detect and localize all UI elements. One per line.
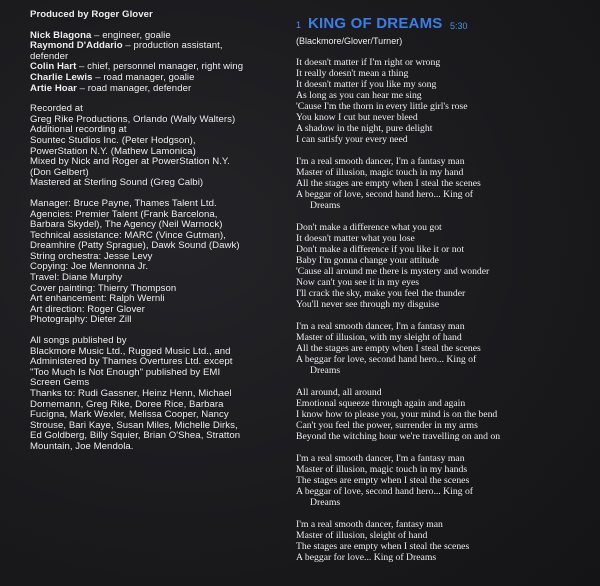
lyric-stanza [296,321,596,376]
lyric-line: Master of illusion, sleight of hand [296,530,428,541]
lyric-line: I'm a real smooth dancer, I'm a fantasy man [296,453,465,464]
lyric-line: All the stages are empty when I steal the scenes [296,178,481,189]
lyric-line: I can satisfy your every need [296,134,408,145]
lyric-line: I'm a real smooth dancer, fantasy man [296,519,443,530]
lyric-line: The stages are empty when I steal the scenes [296,541,470,552]
lyric-line: Dreams [310,497,341,508]
lyric-line: You'll never see through my disguise [296,299,440,310]
credit-line: Mastered at Sterling Sound (Greg Calbi) [30,177,204,189]
credit-line: Recorded at [30,103,83,115]
credit-line: Administered by Thames Overtures Ltd. except [30,356,233,368]
track-title: KING OF DREAMS [308,15,443,32]
crew-list [30,31,285,95]
crew-name: Nick Blagona [30,29,92,41]
lyric-line: Dreams [310,200,341,211]
credit-line: "Too Much Is Not Enough" published by EMI [30,366,221,378]
credit-line: Blackmore Music Ltd., Rugged Music Ltd., and [30,345,231,357]
songwriters: (Blackmore/Glover/Turner) [296,36,403,46]
produced-by: Produced by Roger Glover [30,9,153,20]
lyric-line: All the stages are empty when I steal the scenes [296,343,481,354]
lyric-line: You know I cut but never bleed [296,112,418,123]
credit-line: All songs published by [30,335,127,347]
lyric-line: It doesn't matter if you like my song [296,79,437,90]
credit-line: Copying: Joe Mennonna Jr. [30,261,149,273]
credit-line: Travel: Diane Murphy [30,272,123,284]
crew-role: – road manager, goalie [92,71,195,83]
lyric-line: A beggar of love, second hand hero... King of [296,189,474,200]
lyric-line: Now can't you see it in my eyes [296,277,420,288]
credit-line: Art direction: Roger Glover [30,303,145,315]
credit-line: Sountec Studios Inc. (Peter Hodgson), [30,134,196,146]
credit-line: Manager: Bruce Payne, Thames Talent Ltd. [30,197,217,209]
crew-name: Artie Hoar [30,82,77,94]
crew-role: – road manager, defender [76,82,192,94]
lyric-stanza [296,387,596,442]
credit-line: Art enhancement: Ralph Wernli [30,293,165,305]
credit-line: Mountain, Joe Mendola. [30,440,134,452]
credit-line: Technical assistance: MARC (Vince Gutman), [30,229,227,241]
lyric-line: I'm a real smooth dancer, I'm a fantasy man [296,321,465,332]
crew-role: – chief, personnel manager, right wing [76,61,244,73]
credit-line: Dreamhire (Patty Sprague), Dawk Sound (Dawk) [30,240,240,252]
credit-line: (Don Gelbert) [30,166,89,178]
lyric-line: A beggar for love... King of Dreams [296,552,437,563]
crew-name: Raymond D'Addario [30,40,123,52]
credit-line: PowerStation N.Y. (Mathew Lamonica) [30,145,196,157]
lyric-line: Master of illusion, with my sleight of hand [296,332,462,343]
management-credits [30,199,285,326]
credit-line: Agencies: Premier Talent (Frank Barcelona, [30,208,218,220]
lyric-line: The stages are empty when I steal the scenes [296,475,470,486]
credit-line: Fucigna, Mark Wexler, Melissa Cooper, Nancy [30,409,229,421]
track-number: 1 [296,20,302,30]
credit-line: Ed Goldberg, Billy Squier, Brian O'Shea, Stratton [30,430,241,442]
credit-line: Dornemann, Greg Rike, Doree Rice, Barbara [30,398,224,410]
credit-line: Thanks to: Rudi Gassner, Heinz Henn, Michael [30,388,232,399]
lyric-line: I'll crack the sky, make you feel the thunder [296,288,466,299]
credit-line: Barbara Skydel), The Agency (Neil Warnock) [30,219,223,231]
lyric-stanza [296,156,596,211]
lyric-line: Dreams [310,365,341,376]
publishing-credits [30,336,285,453]
lyric-line: Emotional squeeze through again and again [296,398,466,409]
lyric-line: Don't make a difference what you got [296,222,442,233]
credit-line: Photography: Dieter Zill [30,314,132,326]
lyric-line: A beggar for love, second hand hero... King of [296,354,477,365]
lyrics-column [296,10,596,574]
lyric-line: Master of illusion, magic touch in my hands [296,464,468,475]
lyric-line: Can't you feel the power, surrender in my arms [296,420,478,431]
lyric-line: A beggar of love, second hand hero... King of [296,486,474,497]
lyric-line: Don't make a difference if you like it or not [296,244,465,255]
lyric-line: A shadow in the night, pure delight [296,123,433,134]
credit-line: Additional recording at [30,124,127,136]
credits-column [30,10,285,453]
lyric-line: I know how to please you, your mind is on the bend [296,409,498,420]
lyric-line: 'Cause I'm the thorn in every little girl's rose [296,101,468,112]
credit-line: Greg Rike Productions, Orlando (Wally Walters) [30,113,236,125]
crew-line [30,84,285,95]
lyric-line: 'Cause all around me there is mystery and wonder [296,266,490,277]
lyric-line: It really doesn't mean a thing [296,68,409,79]
track-duration: 5:30 [450,21,468,31]
credit-line: Cover painting: Thierry Thompson [30,282,177,294]
lyric-stanza [296,453,596,508]
credit-line: Screen Gems [30,377,90,389]
lyric-stanza [296,222,596,310]
lyric-line: It doesn't matter what you lose [296,233,415,244]
lyric-line: I'm a real smooth dancer, I'm a fantasy man [296,156,465,167]
lyric-line: It doesn't matter if I'm right or wrong [296,57,441,68]
crew-name: Charlie Lewis [30,71,93,83]
lyric-stanza [296,519,596,563]
lyric-line: Master of illusion, magic touch in my hand [296,167,464,178]
credit-line: String orchestra: Jesse Levy [30,250,153,262]
lyric-stanza [296,57,596,145]
lyrics-body [296,57,596,563]
credit-line: Mixed by Nick and Roger at PowerStation N.Y. [30,156,230,168]
lyric-line: As long as you can hear me sing [296,90,422,101]
lyric-line: Baby I'm gonna change your attitude [296,255,439,266]
crew-role: – engineer, goalie [91,29,171,41]
lyric-line: All around, all around [296,387,382,398]
crew-name: Colin Hart [30,61,77,73]
crew-role: defender [30,50,69,62]
crew-role: – production assistant, [122,40,223,52]
track-header [296,10,596,36]
credit-line: Strouse, Bari Kaye, Susan Miles, Michelle Dirks, [30,419,238,431]
recording-credits [30,104,285,189]
lyric-line: Beyond the witching hour we're travelling on and on [296,431,501,442]
